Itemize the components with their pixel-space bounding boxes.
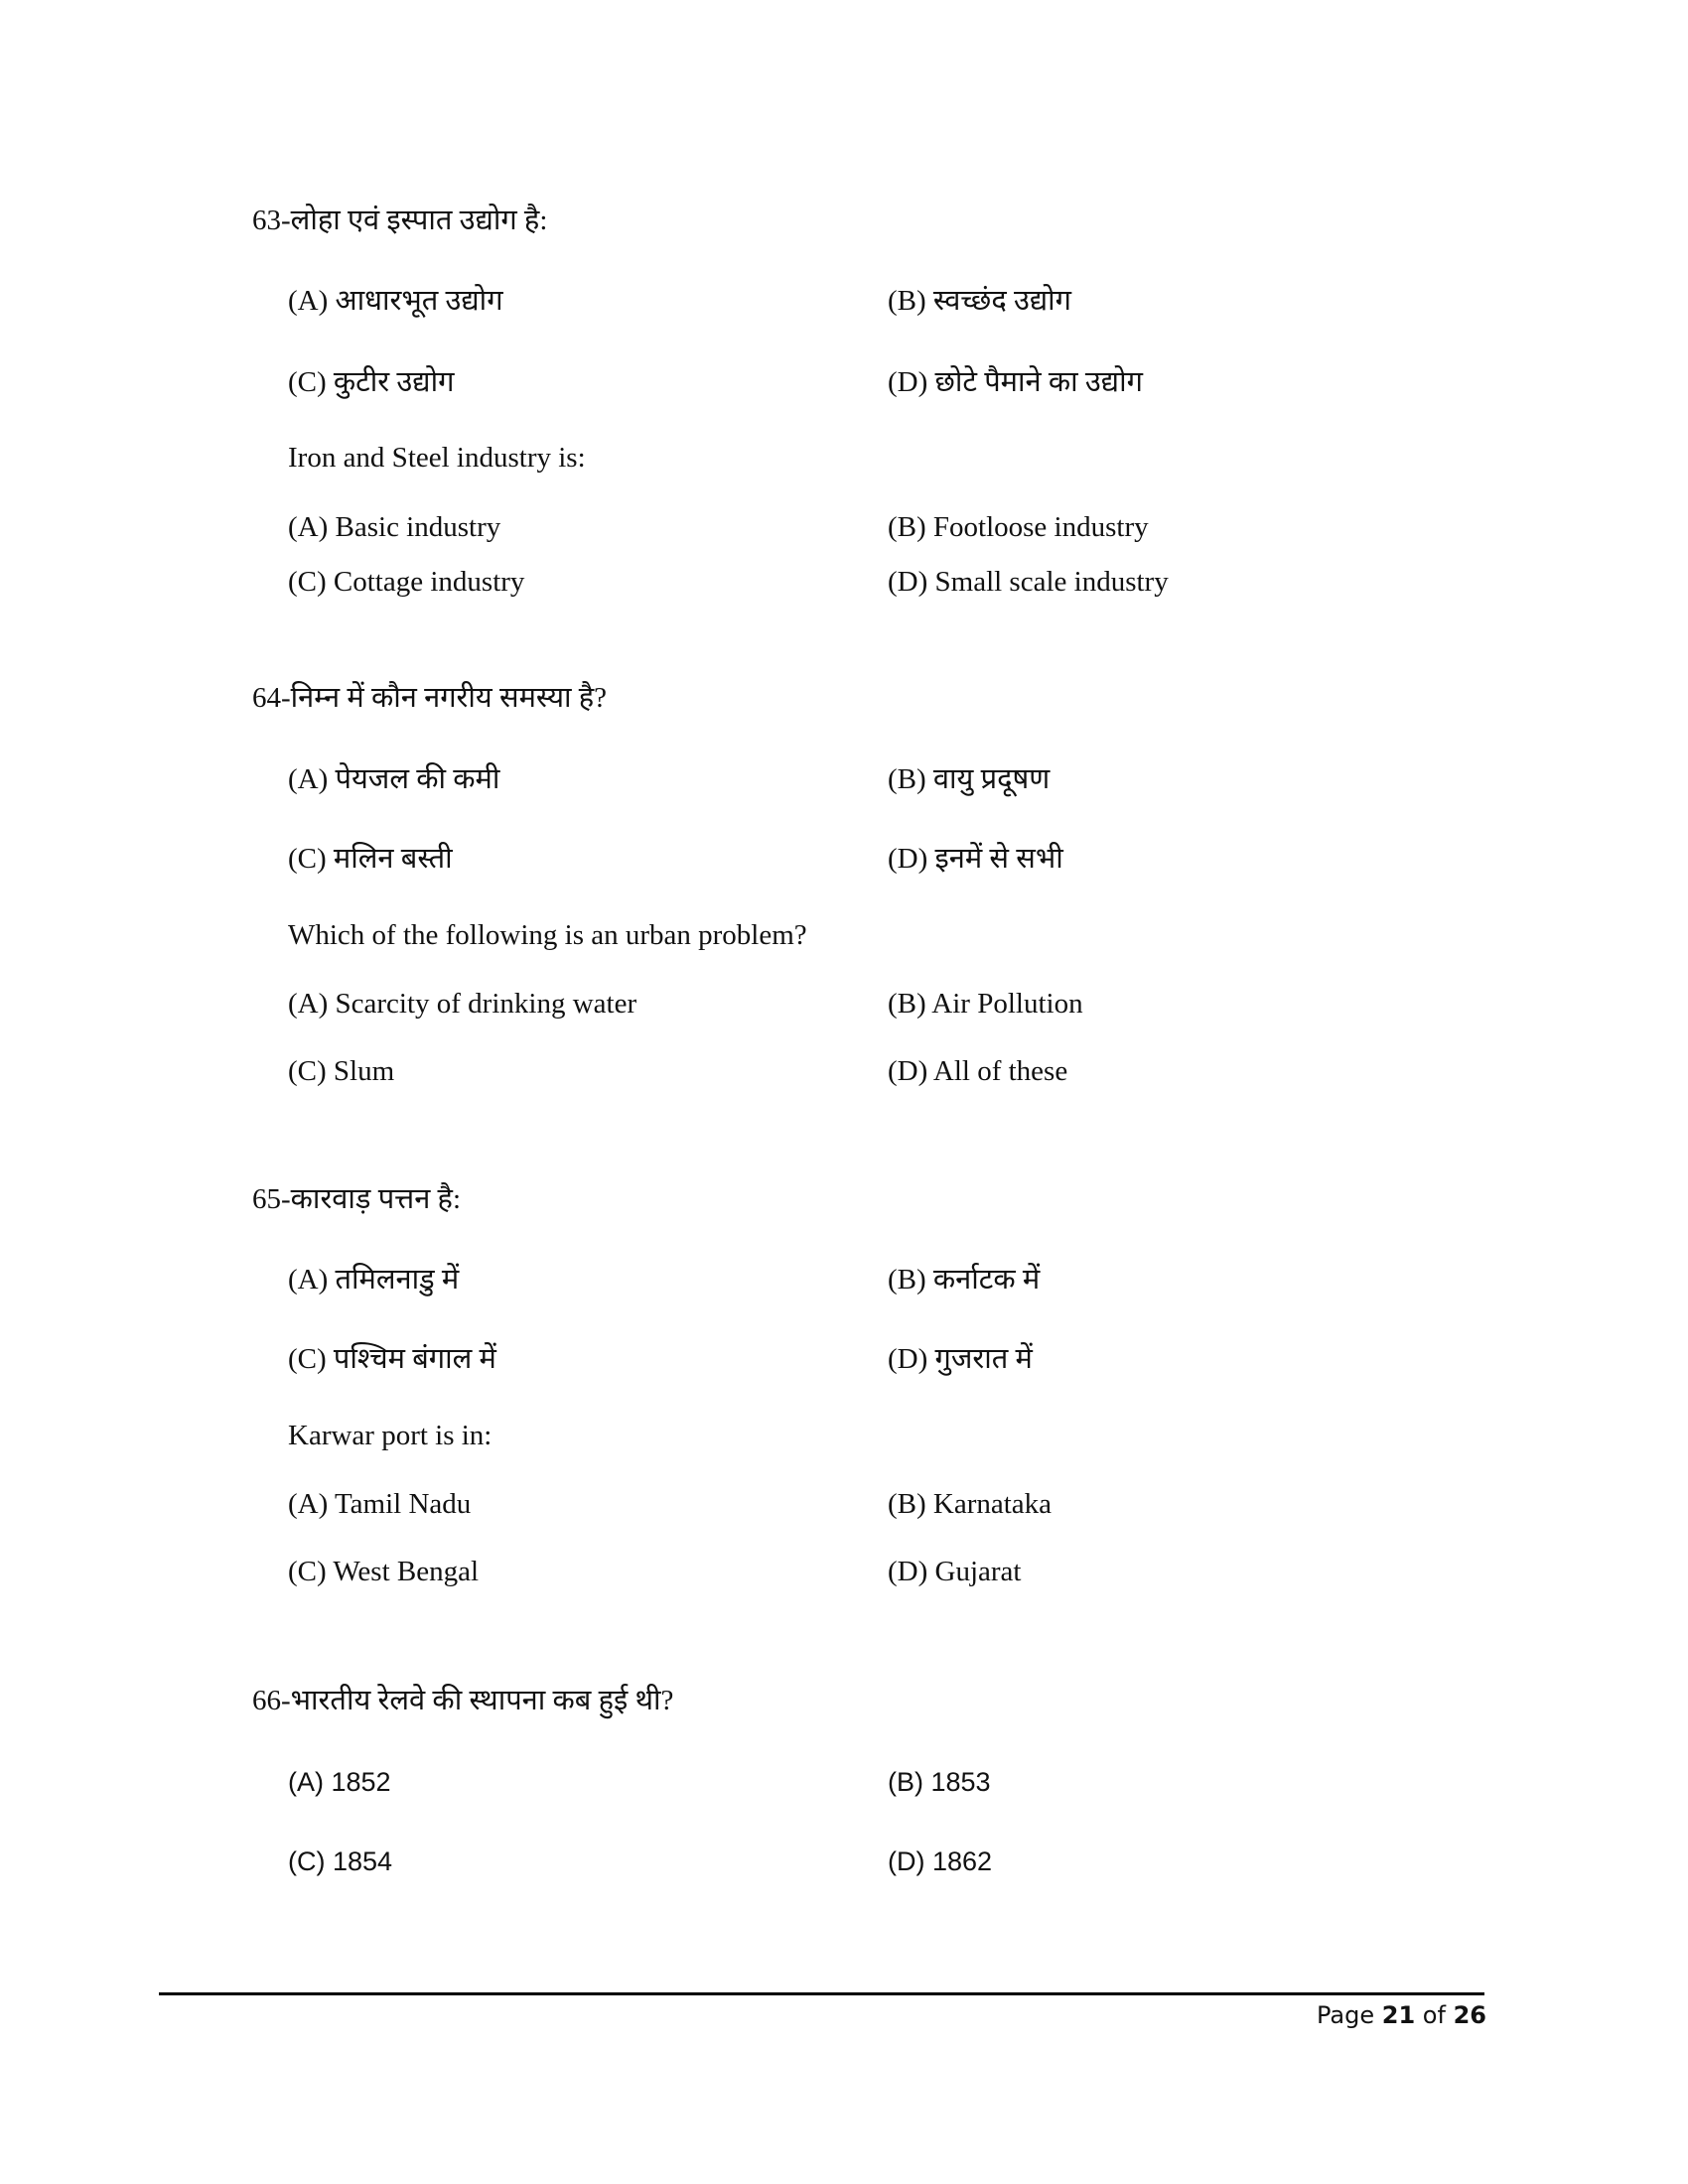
question-hindi: 64-निम्न में कौन नगरीय समस्या है? <box>252 682 608 714</box>
option-hindi: (D) छोटे पैमाने का उद्योग <box>888 366 1143 398</box>
option-hindi: (A) 1852 <box>288 1767 391 1797</box>
question-english: Karwar port is in: <box>288 1420 492 1451</box>
option-hindi: (B) वायु प्रदूषण <box>888 763 1051 795</box>
page-label: Page <box>1317 2001 1375 2029</box>
question-hindi: 65-कारवाड़ पत्तन है: <box>252 1183 462 1215</box>
option-english: (C) West Bengal <box>288 1556 480 1587</box>
of-label: of <box>1422 2001 1446 2029</box>
option-english: (A) Tamil Nadu <box>288 1488 472 1520</box>
option-hindi: (A) पेयजल की कमी <box>288 763 500 795</box>
option-hindi: (D) इनमें से सभी <box>888 843 1063 875</box>
option-english: (D) All of these <box>888 1055 1068 1087</box>
footer-divider <box>159 1992 1484 1995</box>
page-total: 26 <box>1453 2001 1486 2029</box>
option-hindi: (B) 1853 <box>888 1767 991 1797</box>
question-english: Which of the following is an urban problem? <box>288 919 807 951</box>
page-current: 21 <box>1381 2001 1416 2029</box>
option-english: (D) Small scale industry <box>888 566 1169 598</box>
option-hindi: (D) गुजरात में <box>888 1343 1033 1375</box>
page-number <box>1317 2001 1486 2029</box>
option-hindi: (A) आधारभूत उद्योग <box>288 285 503 317</box>
option-hindi: (C) पश्चिम बंगाल में <box>288 1343 496 1375</box>
option-english: (B) Footloose industry <box>888 511 1149 543</box>
option-hindi: (C) 1854 <box>288 1846 393 1876</box>
option-hindi: (B) स्वच्छंद उद्योग <box>888 285 1071 317</box>
option-english: (A) Scarcity of drinking water <box>288 988 637 1020</box>
option-english: (C) Cottage industry <box>288 566 525 598</box>
option-english: (B) Air Pollution <box>888 988 1083 1020</box>
option-hindi: (C) कुटीर उद्योग <box>288 366 455 398</box>
option-english: (A) Basic industry <box>288 511 501 543</box>
option-hindi: (A) तमिलनाडु में <box>288 1264 460 1296</box>
option-hindi: (B) कर्नाटक में <box>888 1264 1041 1296</box>
question-hindi: 66-भारतीय रेलवे की स्थापना कब हुई थी? <box>252 1685 674 1716</box>
option-hindi: (D) 1862 <box>888 1846 993 1876</box>
option-english: (D) Gujarat <box>888 1556 1022 1587</box>
question-hindi: 63-लोहा एवं इस्पात उद्योग है: <box>252 205 548 236</box>
option-english: (C) Slum <box>288 1055 395 1087</box>
question-english: Iron and Steel industry is: <box>288 442 586 474</box>
option-hindi: (C) मलिन बस्ती <box>288 843 453 875</box>
option-english: (B) Karnataka <box>888 1488 1053 1520</box>
